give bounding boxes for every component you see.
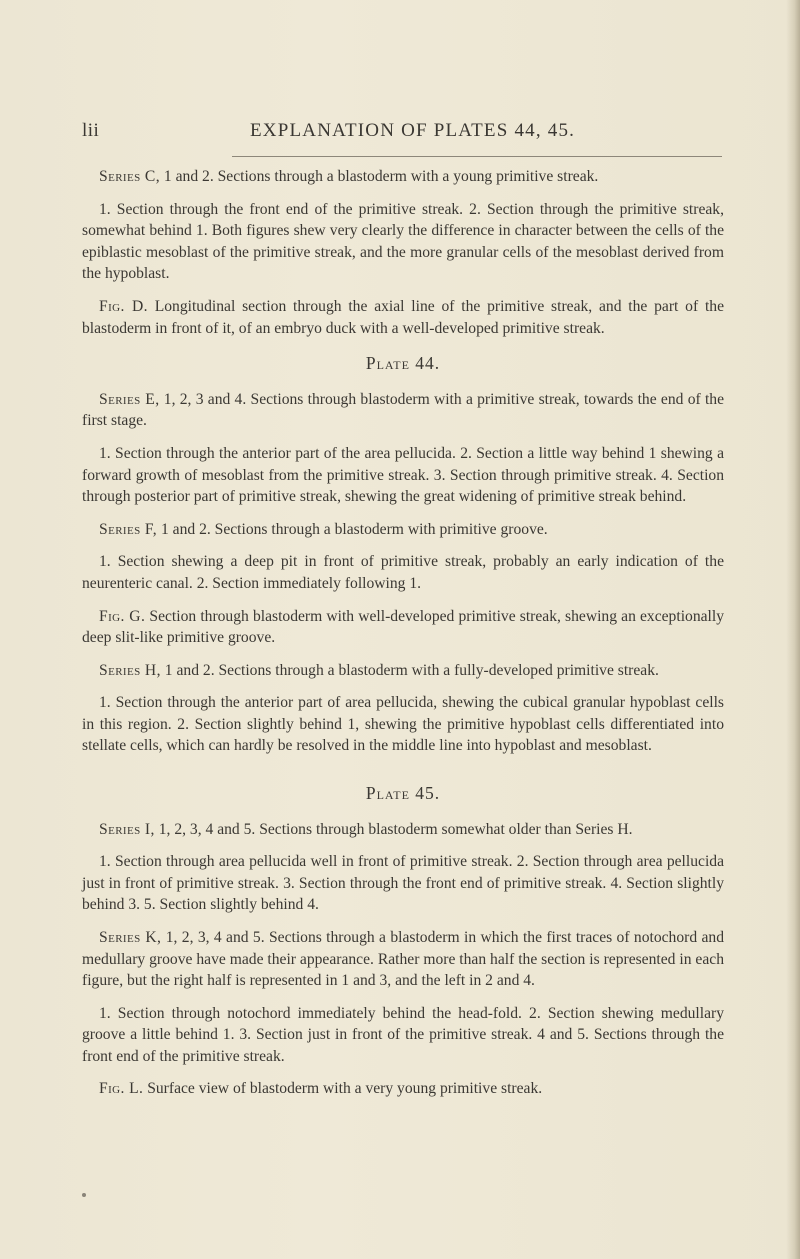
page-header [82,120,722,148]
fig-g-paragraph [82,606,724,649]
series-i-paragraph [82,819,724,841]
series-f-text: 1 and 2. Sections through a blastoderm with primitive groove. [157,520,548,538]
series-c-label: Series C, [99,168,161,185]
series-e-text: 1, 2, 3 and 4. Sections through blastoderm with a primitive streak, towards the end of the first stage. [82,390,725,430]
fig-g-text: Section through blastoderm with well-developed primitive streak, shewing an exceptionally deep slit-like primitive groove. [82,607,725,647]
fig-g-label: Fig. G. [99,607,146,625]
series-i-text: 1, 2, 3, 4 and 5. Sections through blastoderm somewhat older than Series H. [154,820,633,838]
fig-d-label: Fig. D. [99,297,148,315]
series-k-paragraph [82,927,724,992]
fig-d-paragraph [82,296,724,339]
series-f-paragraph [82,519,724,541]
running-title: EXPLANATION OF PLATES 44, 45. [250,120,576,141]
series-k-text: 1, 2, 3, 4 and 5. Sections through a blastoderm in which the first traces of notochord and medullary groove have made their appearance. Rather more than half the section is represented in each figure, but the right half is represented in 1 and 3, and the left in 2 and 4. [82,929,725,990]
series-k-detail: 1. Section through notochord immediately behind the head-fold. 2. Section shewing medullary groove a little behind 1. 3. Section just in front of the primitive streak. 4 and 5. Sections through the front end of the primitive streak. [82,1004,724,1065]
series-e-paragraph [82,389,724,432]
plate-44-heading: Plate 44. [365,353,441,374]
series-c-paragraph [82,166,724,188]
series-c-text: 1 and 2. Sections through a blastoderm with a young primitive streak. [160,168,599,185]
series-i-label: Series I, [99,820,155,838]
page-edge-shadow [786,0,800,1259]
series-h-paragraph [82,660,724,682]
series-k-label: Series K, [99,929,162,947]
series-f-label: Series F, [99,520,158,538]
plate-45-heading: Plate 45. [365,783,441,804]
series-h-text: 1 and 2. Sections through a blastoderm with a fully-developed primitive streak. [160,661,659,679]
fig-l-label: Fig. L. [99,1079,144,1097]
fig-l-paragraph [82,1078,724,1100]
series-h-detail: 1. Section through the anterior part of area pellucida, shewing the cubical granular hypoblast cells in this region. 2. Section slightly behind 1, shewing the primitive hypoblast cells differentiated into stellate cells, which can hardly be resolved in the middle line into hypoblast and mesoblast. [82,694,724,755]
series-i-detail: 1. Section through area pellucida well in front of primitive streak. 2. Section through area pellucida just in front of primitive streak. 3. Section through the front end of primitive streak. 4. Section slightly behind 3. 5. Section slightly behind 4. [82,853,724,914]
fig-d-text: Longitudinal section through the axial line of the primitive streak, and the part of the blastoderm in front of it, of an embryo duck with a well-developed primitive streak. [82,297,724,337]
header-rule [232,156,722,157]
page-number: lii [82,120,100,141]
series-f-detail: 1. Section shewing a deep pit in front of primitive streak, probably an early indication of the neurenteric canal. 2. Section immediately following 1. [82,553,724,592]
paper-speck [82,1193,86,1197]
series-e-detail: 1. Section through the anterior part of the area pellucida. 2. Section a little way behind 1 shewing a forward growth of mesoblast from the primitive streak. 3. Section through primitive streak. 4. Section through posterior part of primitive streak, shewing the great widening of primitive streak behind. [82,444,724,506]
series-e-label: Series E, [99,390,160,408]
page-body [82,166,724,1110]
series-c-detail: 1. Section through the front end of the primitive streak. 2. Section through the primitive streak, somewhat behind 1. Both figures shew very clearly the difference in character between the cells of the epiblastic mesoblast of the primitive streak, and the more granular cells of the mesoblast derived from the hypoblast. [82,200,724,283]
series-h-label: Series H, [99,661,161,679]
fig-l-text: Surface view of blastoderm with a very young primitive streak. [143,1079,543,1097]
